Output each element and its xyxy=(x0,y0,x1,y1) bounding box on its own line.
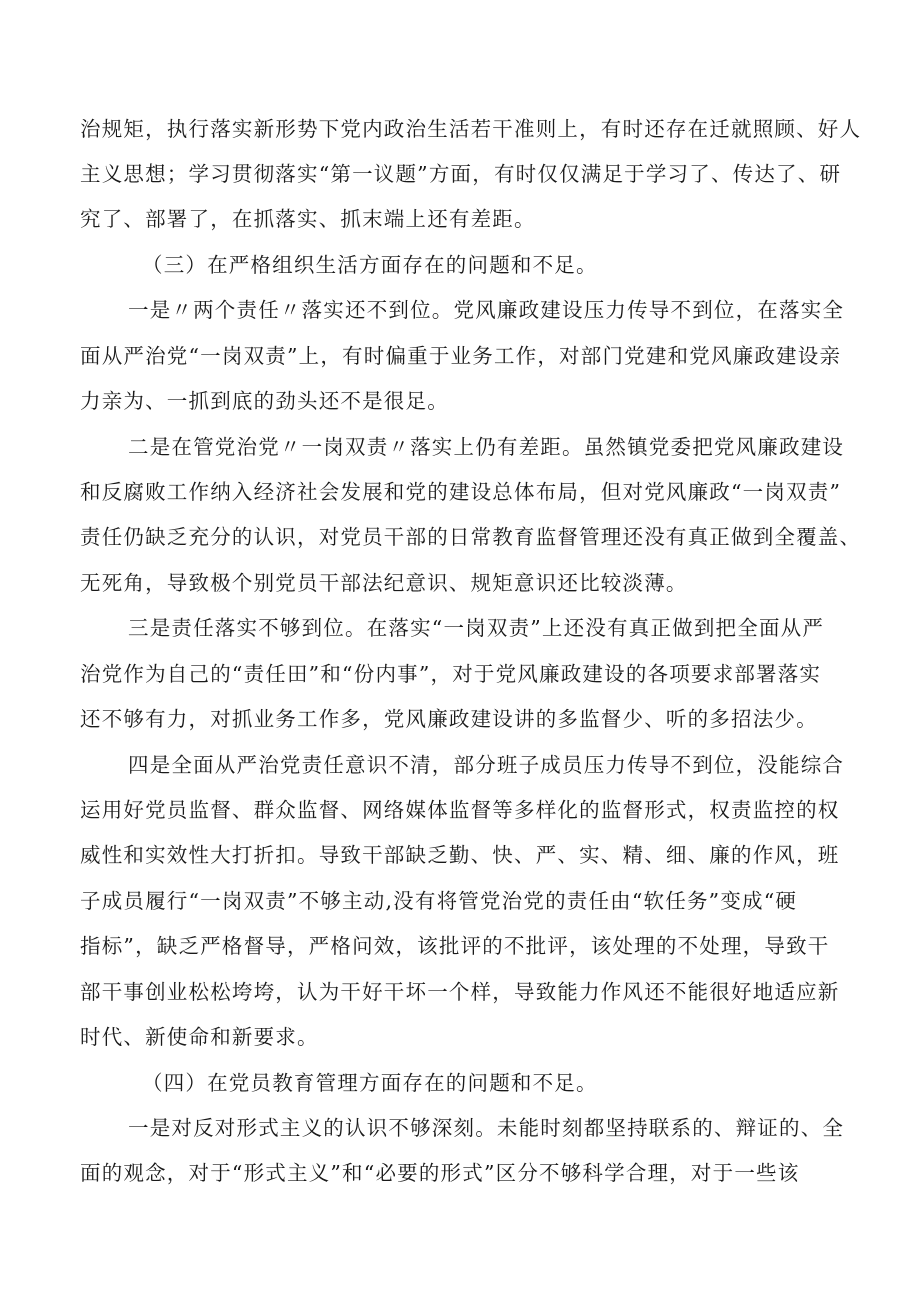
text-line: 三是责任落实不够到位。在落实“一岗双责”上还没有真正做到把全面从严 xyxy=(128,616,825,640)
text-line: 四是全面从严治党责任意识不清，部分班子成员压力传导不到位，没能综合 xyxy=(128,753,845,777)
text-line: 时代、新使命和新要求。 xyxy=(80,1025,319,1049)
text-line: 治规矩，执行落实新形势下党内政治生活若干准则上，有时还存在迁就照顾、好人 xyxy=(80,117,862,141)
text-line: 无死角，导致极个别党员干部法纪意识、规矩意识还比较淡薄。 xyxy=(80,571,688,595)
text-line: 主义思想；学习贯彻落实“第一议题”方面，有时仅仅满足于学习了、传达了、研 xyxy=(80,162,842,186)
text-line: 和反腐败工作纳入经济社会发展和党的建设总体布局，但对党风廉政“一岗双责” xyxy=(80,480,842,504)
text-line: 治党作为自己的“责任田”和“份内事”，对于党风廉政建设的各项要求部署落实 xyxy=(80,662,822,686)
text-line: 一是〃两个责任〃落实还不到位。党风廉政建设压力传导不到位，在落实全 xyxy=(128,298,845,322)
text-line: 一是对反对形式主义的认识不够深刻。未能时刻都坚持联系的、辩证的、全 xyxy=(128,1116,845,1140)
text-line: 责任仍缺乏充分的认识，对党员干部的日常教育监督管理还没有真正做到全覆盖、 xyxy=(80,525,862,549)
text-line: 指标”，缺乏严格督导，严格问效，该批评的不批评，该处理的不处理，导致干 xyxy=(80,934,830,958)
text-line: 面的观念，对于“形式主义”和“必要的形式”区分不够科学合理，对于一些该 xyxy=(80,1161,800,1185)
text-line: 子成员履行“一岗双责”不够主动,没有将管党治党的责任由“软任务”变成“硬 xyxy=(80,889,798,913)
text-line: 二是在管党治党〃一岗双责〃落实上仍有差距。虽然镇党委把党风廉政建设 xyxy=(128,435,845,459)
text-line: 部干事创业松松垮垮，认为干好干坏一个样，导致能力作风还不能很好地适应新 xyxy=(80,980,840,1004)
text-line: 运用好党员监督、群众监督、网络媒体监督等多样化的监督形式，权责监控的权 xyxy=(80,798,840,822)
section-heading: （四）在党员教育管理方面存在的问题和不足。 xyxy=(142,1071,598,1095)
text-line: 究了、部署了，在抓落实、抓末端上还有差距。 xyxy=(80,207,536,231)
text-line: 力亲为、一抓到底的劲头还不是很足。 xyxy=(80,389,449,413)
text-line: 威性和实效性大打折扣。导致干部缺乏勤、快、严、实、精、细、廉的作风，班 xyxy=(80,843,840,867)
section-heading: （三）在严格组织生活方面存在的问题和不足。 xyxy=(142,253,598,277)
text-line: 还不够有力，对抓业务工作多，党风廉政建设讲的多监督少、听的多招法少。 xyxy=(80,707,818,731)
text-line: 面从严治党“一岗双责”上，有时偏重于业务工作，对部门党建和党风廉政建设亲 xyxy=(80,344,842,368)
